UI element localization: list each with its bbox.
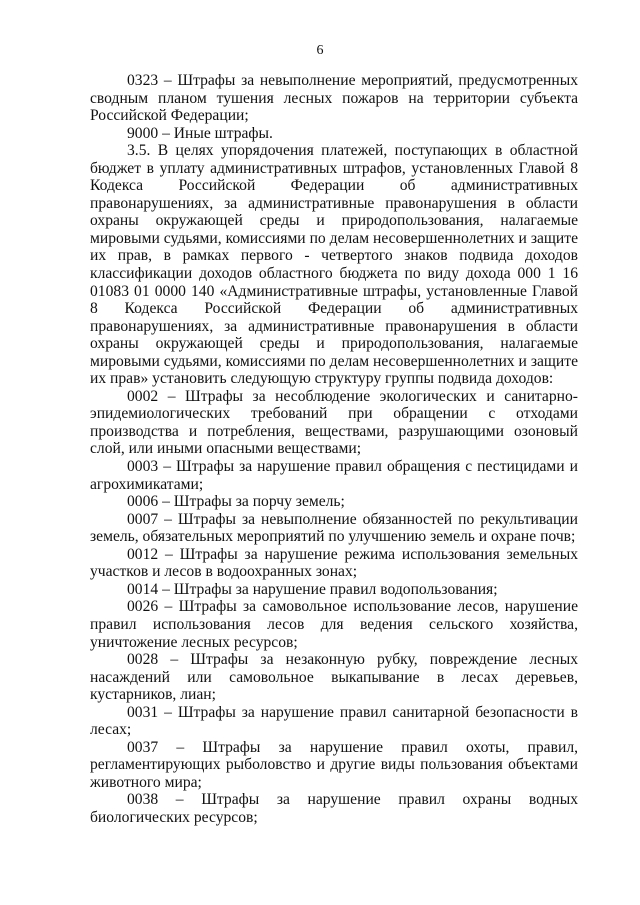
paragraph-section-3-5: 3.5. В целях упорядочения платежей, поступающих в областной бюджет в уплату административных штрафов, установленных Главой 8 Кодекса Российской Федерации об административных правонарушениях, за административные правонарушения в области охраны окружающей среды и природопользования, налагаемые мировыми судьями, комиссиями по делам несовершеннолетних и защите их прав, в рамках первого - четвертого знаков подвида доходов классификации доходов областного бюджета по виду дохода 000 1 16 01083 01 0000 140 «Административные штрафы, установленные Главой 8 Кодекса Российской Федерации об административных правонарушениях, за административные правонарушения в области охраны окружающей среды и природопользования, налагаемые мировыми судьями, комиссиями по делам несовершеннолетних и защите их прав» установить следующую структуру группы подвида доходов:: [90, 142, 578, 388]
paragraph-code-0028: 0028 – Штрафы за незаконную рубку, повреждение лесных насаждений или самовольное выкапывание в лесах деревьев, кустарников, лиан;: [90, 651, 578, 704]
paragraph-code-0026: 0026 – Штрафы за самовольное использование лесов, нарушение правил использования лесов для ведения сельского хозяйства, уничтожение лесных ресурсов;: [90, 598, 578, 651]
paragraph-code-0038: 0038 – Штрафы за нарушение правил охраны водных биологических ресурсов;: [90, 791, 578, 826]
paragraph-code-0007: 0007 – Штрафы за невыполнение обязанностей по рекультивации земель, обязательных мероприятий по улучшению земель и охране почв;: [90, 510, 578, 546]
paragraph-code-0014: 0014 – Штрафы за нарушение правил водопользования;: [127, 580, 498, 598]
page-number: 6: [316, 43, 324, 58]
paragraph-code-0012: 0012 – Штрафы за нарушение режима использования земельных участков и лесов в водоохранных зонах;: [90, 545, 578, 581]
paragraph-code-0003: 0003 – Штрафы за нарушение правил обращения с пестицидами и агрохимикатами;: [90, 458, 578, 493]
paragraph-code-0002: 0002 – Штрафы за несоблюдение экологических и санитарно-эпидемиологических требований при обращении с отходами производства и потребления, веществами, разрушающими озоновый слой, или иными опасными веществами;: [90, 387, 578, 458]
document-body: [90, 72, 578, 827]
paragraph-code-0006: 0006 – Штрафы за порчу земель;: [127, 493, 345, 511]
paragraph-code-0037: 0037 – Штрафы за нарушение правил охоты, правил, регламентирующих рыболовство и другие виды пользования объектами животного мира;: [90, 738, 578, 791]
paragraph-code-9000: 9000 – Иные штрафы.: [127, 124, 273, 142]
paragraph-code-0031: 0031 – Штрафы за нарушение правил санитарной безопасности в лесах;: [90, 703, 578, 739]
paragraph-code-0323: 0323 – Штрафы за невыполнение мероприятий, предусмотренных сводным планом тушения лесных пожаров на территории субъекта Российской Федерации;: [90, 72, 578, 125]
